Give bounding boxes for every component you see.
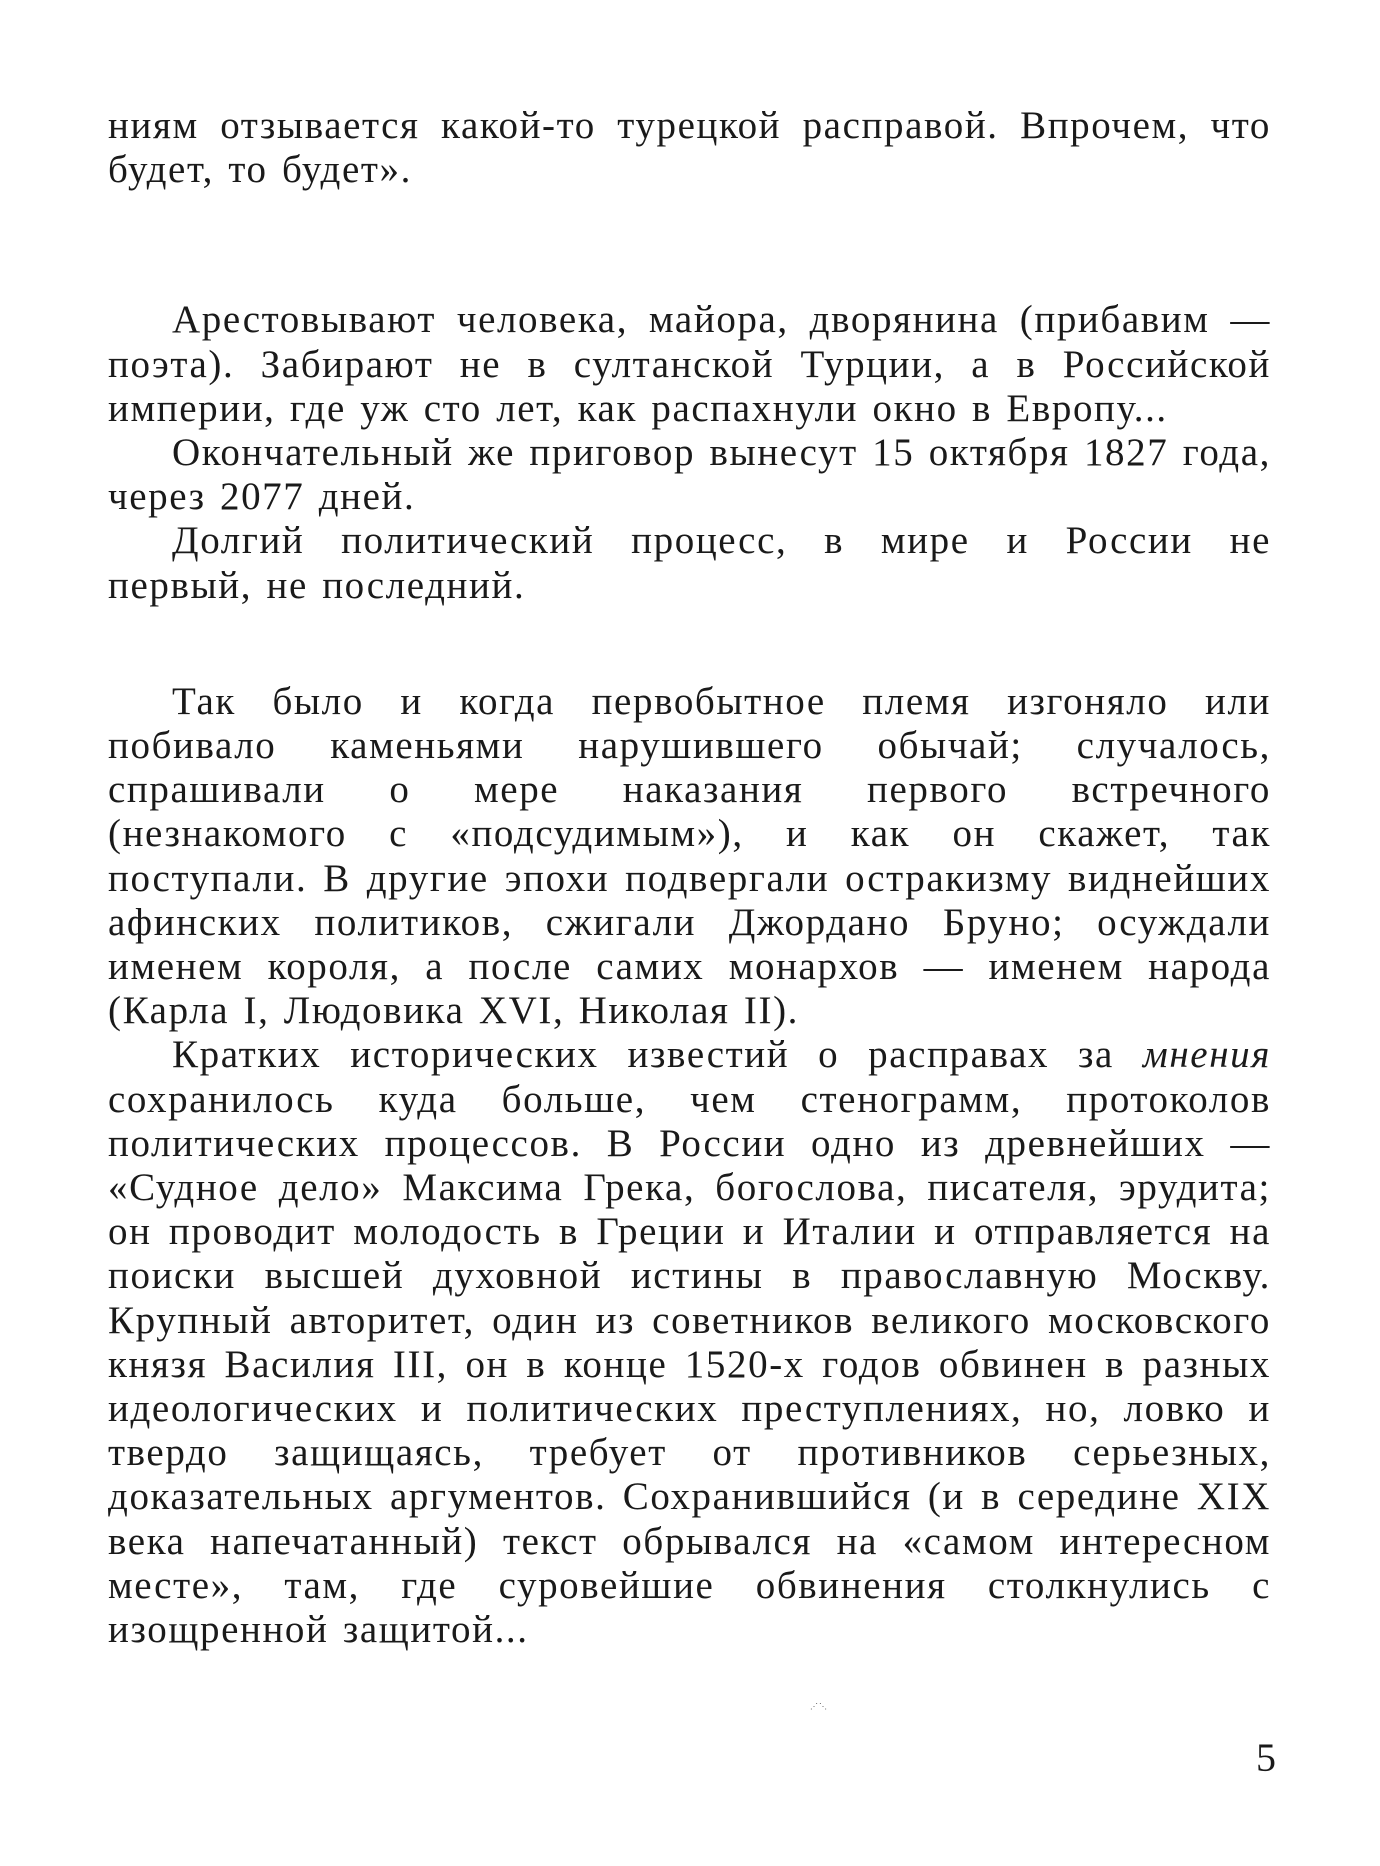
paragraph-3	[108, 431, 1271, 519]
text-segment: Кратких исторических известий о расправах за	[172, 1033, 1143, 1077]
text-segment: Так было и когда первобытное племя изгоняло или побивало каменьями нарушившего обычай; случалось, спрашивали о мере наказания первого встречного (незнакомого с «подсудимым»), и как он скажет, так поступали. В другие эпохи подвергали остракизму виднейших афинских политиков, сжигали Джордано Бруно; осуждали именем короля, а после самих монархов — именем народа (Карла I, Людовика XVI, Николая II).	[108, 679, 1271, 1033]
italic-text: мнения	[1142, 1033, 1271, 1077]
paragraph-1	[108, 104, 1271, 192]
paragraph-6	[108, 1033, 1271, 1652]
text-segment: ниям отзывается какой-то турецкой расправой. Впрочем, что будет, то будет».	[108, 104, 1271, 192]
paragraph-2	[108, 298, 1271, 431]
page-number: 5	[1256, 1735, 1276, 1780]
text-segment: Арестовывают человека, майора, дворянина (прибавим — поэта). Забирают не в султанской Турции, а в Российской империи, где уж сто лет, как распахнули окно в Европу...	[108, 298, 1271, 430]
paragraph-5	[108, 680, 1271, 1034]
text-segment: сохранилось куда больше, чем стенограмм, протоколов политических процессов. В России одно из древнейших — «Судное дело» Максима Грека, богослова, писателя, эрудита; он проводит молодость в Греции и Италии и отправляется на поиски высшей духовной истины в православную Москву. Крупный авторитет, один из советников великого московского князя Василия III, он в конце 1520-х годов обвинен в разных идеологических и политических преступлениях, но, ловко и твердо защищаясь, требует от противников серьезных, доказательных аргументов. Сохранившийся (и в середине XIX века напечатанный) текст обрывался на «самом интересном месте», там, где суровейшие обвинения столкнулись с изощренной защитой...	[108, 1077, 1271, 1652]
print-speck: ⋰⋱	[810, 1702, 828, 1711]
paragraph-4	[108, 519, 1271, 607]
text-segment: Окончательный же приговор вынесут 15 октября 1827 года, через 2077 дней.	[108, 431, 1271, 519]
text-segment: Долгий политический процесс, в мире и России не первый, не последний.	[108, 519, 1271, 607]
document-body	[108, 104, 1271, 1652]
